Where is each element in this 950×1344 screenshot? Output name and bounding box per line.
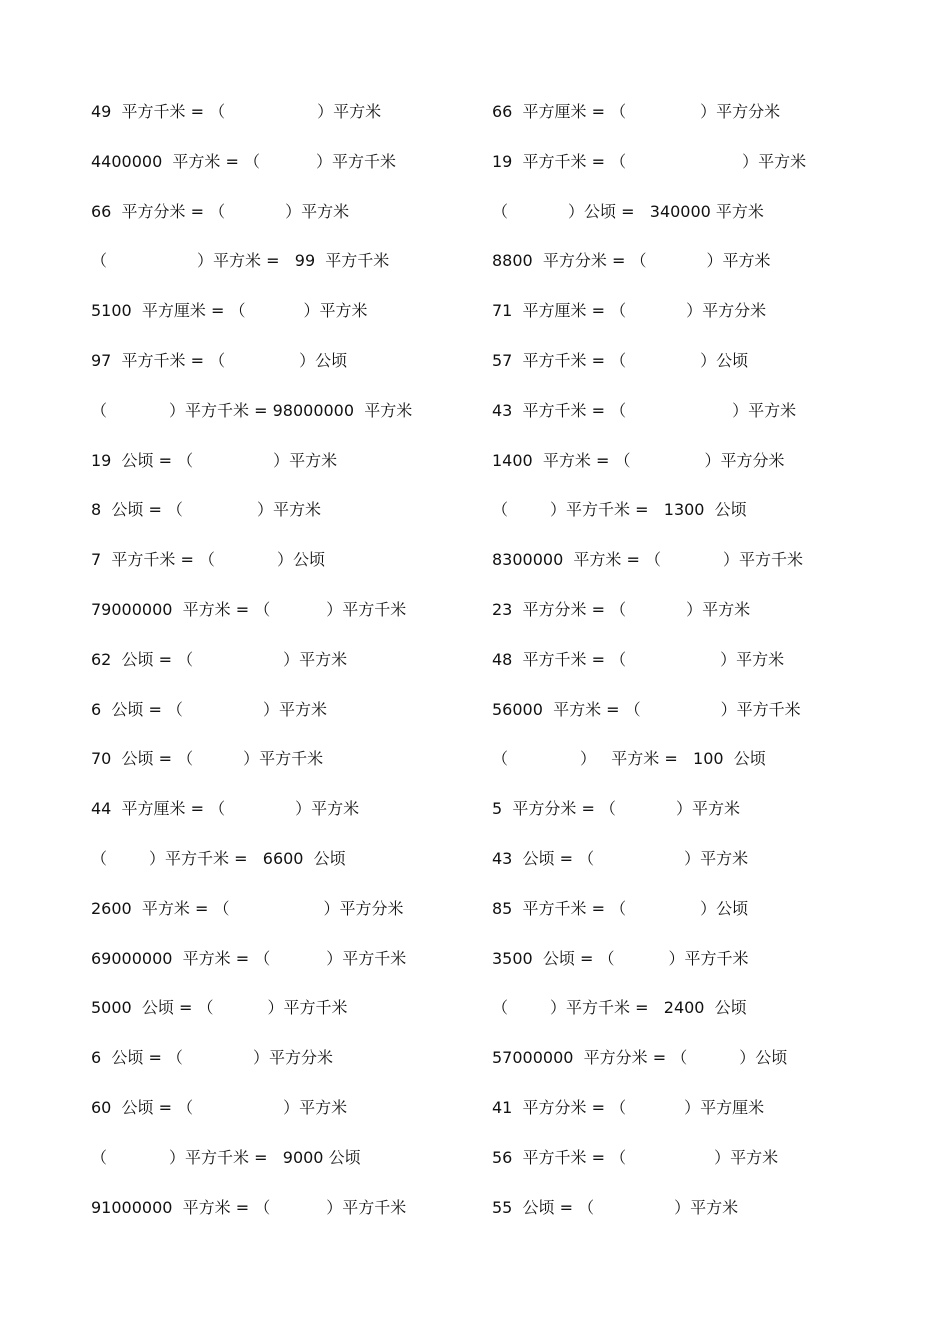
conversion-problem xyxy=(91,598,481,648)
problem-text-after: ）平方米 xyxy=(256,500,321,520)
conversion-problem xyxy=(91,299,481,349)
problem-text-after: ）平方分米 xyxy=(704,450,785,470)
conversion-problem xyxy=(492,947,912,997)
conversion-problem xyxy=(492,349,912,399)
problem-text-after: ）平方米 xyxy=(283,649,348,669)
problem-text-after: ）平方米 xyxy=(675,799,740,819)
conversion-problem xyxy=(91,349,481,399)
conversion-problem xyxy=(492,847,912,897)
problem-text-before: （ xyxy=(91,251,108,271)
problem-text-before: 56 平方千米 = （ xyxy=(492,1147,627,1167)
problem-text-before: 85 平方千米 = （ xyxy=(492,898,627,918)
problem-text-after: ）平方米 xyxy=(732,400,797,420)
problem-text-after: ）平方米 xyxy=(285,201,350,221)
problem-text-before: （ xyxy=(91,400,108,420)
problem-text-after: ）平方千米 xyxy=(723,550,804,570)
problem-text-before: 62 公顷 = （ xyxy=(91,649,194,669)
conversion-problem xyxy=(91,150,481,200)
problem-text-after: ）平方千米 xyxy=(720,699,801,719)
problem-text-after: ）平方米 xyxy=(283,1097,348,1117)
problem-text-before: 44 平方厘米 = （ xyxy=(91,799,226,819)
problem-text-before: 71 平方厘米 = （ xyxy=(492,301,627,321)
problem-text-before: 41 平方分米 = （ xyxy=(492,1097,627,1117)
conversion-problem xyxy=(91,648,481,698)
conversion-problem xyxy=(91,200,481,250)
conversion-problem xyxy=(492,200,912,250)
problem-text-after: ）平方千米 = 6600 公顷 xyxy=(149,848,346,868)
problem-text-after: ）公顷 xyxy=(739,1048,788,1068)
problem-text-after: ）公顷 xyxy=(276,550,325,570)
problem-text-after: ）平方米 xyxy=(262,699,327,719)
problem-text-after: ）平方分米 xyxy=(686,301,767,321)
problem-text-after: ）平方米 xyxy=(273,450,338,470)
conversion-problem xyxy=(91,449,481,499)
problem-text-before: （ xyxy=(91,848,108,868)
problem-text-before: 48 平方千米 = （ xyxy=(492,649,627,669)
problem-text-before: 1400 平方米 = （ xyxy=(492,450,631,470)
problem-text-before: 23 平方分米 = （ xyxy=(492,599,627,619)
conversion-problem xyxy=(492,1196,912,1246)
problem-text-after: ）平方千米 = 9000 公顷 xyxy=(169,1147,361,1167)
conversion-problem xyxy=(492,698,912,748)
problem-text-before: 7 平方千米 = （ xyxy=(91,550,215,570)
problem-text-after: ）平方米 xyxy=(686,599,751,619)
problem-text-after: ）平方米 xyxy=(674,1197,739,1217)
problem-text-before: 8300000 平方米 = （ xyxy=(492,550,662,570)
problem-text-after: ）平方米 xyxy=(742,151,807,171)
problem-text-after: ）平方米 xyxy=(720,649,785,669)
problem-text-after: ）平方千米 = 1300 公顷 xyxy=(550,500,747,520)
left-column xyxy=(91,100,481,1245)
problem-text-before: 69000000 平方米 = （ xyxy=(91,948,271,968)
problem-text-after: ）平方米 = 99 平方千米 xyxy=(197,251,390,271)
problem-text-before: （ xyxy=(492,201,509,221)
conversion-problem xyxy=(91,399,481,449)
problem-text-before: 3500 公顷 = （ xyxy=(492,948,615,968)
conversion-problem xyxy=(492,548,912,598)
conversion-problem xyxy=(492,1146,912,1196)
problem-text-after: ）平方千米 xyxy=(668,948,749,968)
conversion-problem xyxy=(492,449,912,499)
problem-text-after: ）平方千米 xyxy=(326,599,407,619)
conversion-problem xyxy=(91,847,481,897)
problem-text-before: 5 平方分米 = （ xyxy=(492,799,616,819)
problem-text-before: 43 平方千米 = （ xyxy=(492,400,627,420)
conversion-problem xyxy=(91,698,481,748)
problem-text-before: 79000000 平方米 = （ xyxy=(91,599,271,619)
problem-text-before: 66 平方厘米 = （ xyxy=(492,102,627,121)
problem-text-after: ）平方分米 xyxy=(700,102,781,121)
conversion-problem xyxy=(492,498,912,548)
conversion-problem xyxy=(492,797,912,847)
problem-text-after: ）平方厘米 xyxy=(684,1097,765,1117)
problem-text-before: 5000 公顷 = （ xyxy=(91,998,214,1018)
conversion-problem xyxy=(492,1096,912,1146)
problem-text-after: ）平方千米 xyxy=(326,1197,407,1217)
problem-text-before: 19 平方千米 = （ xyxy=(492,151,627,171)
conversion-problem xyxy=(492,598,912,648)
conversion-problem xyxy=(91,100,481,150)
problem-text-before: 8 公顷 = （ xyxy=(91,500,183,520)
problem-text-after: ）平方米 xyxy=(317,102,382,121)
conversion-problem xyxy=(91,947,481,997)
problem-text-after: ）平方分米 xyxy=(323,898,404,918)
conversion-problem xyxy=(91,1196,481,1246)
problem-text-before: （ xyxy=(492,500,509,520)
conversion-problem xyxy=(492,996,912,1046)
conversion-problem xyxy=(492,399,912,449)
problem-text-after: ）公顷 = 340000 平方米 xyxy=(568,201,764,221)
problem-text-after: ）平方米 xyxy=(303,301,368,321)
problem-text-before: 4400000 平方米 = （ xyxy=(91,151,261,171)
conversion-problem xyxy=(91,1096,481,1146)
problem-text-after: ）平方米 xyxy=(706,251,771,271)
problem-text-before: 60 公顷 = （ xyxy=(91,1097,194,1117)
conversion-problem xyxy=(492,897,912,947)
problem-text-after: ）公顷 xyxy=(700,350,749,370)
problem-text-after: ）公顷 xyxy=(700,898,749,918)
conversion-problem xyxy=(492,100,912,150)
problem-text-after: ）平方千米 = 2400 公顷 xyxy=(550,998,747,1018)
problem-text-before: 55 公顷 = （ xyxy=(492,1197,595,1217)
problem-text-after: ）平方米 xyxy=(684,848,749,868)
problem-text-before: （ xyxy=(91,1147,108,1167)
problem-text-before: 43 公顷 = （ xyxy=(492,848,595,868)
problem-text-before: （ xyxy=(492,998,509,1018)
conversion-problem xyxy=(492,648,912,698)
problem-text-before: 6 公顷 = （ xyxy=(91,1048,183,1068)
problem-text-before: 57000000 平方分米 = （ xyxy=(492,1048,688,1068)
problem-text-before: 97 平方千米 = （ xyxy=(91,350,226,370)
problem-text-before: 70 公顷 = （ xyxy=(91,749,194,769)
problem-text-before: 5100 平方厘米 = （ xyxy=(91,301,246,321)
conversion-problem xyxy=(91,1046,481,1096)
problem-text-after: ）平方米 xyxy=(714,1147,779,1167)
problem-text-before: 56000 平方米 = （ xyxy=(492,699,641,719)
problem-text-after: ）公顷 xyxy=(299,350,348,370)
problem-text-after: ）平方千米 = 98000000 平方米 xyxy=(169,400,413,420)
conversion-problem xyxy=(91,1146,481,1196)
problem-text-after: ）平方分米 xyxy=(252,1048,333,1068)
conversion-problem xyxy=(492,747,912,797)
conversion-problem xyxy=(91,797,481,847)
problem-text-before: 49 平方千米 = （ xyxy=(91,102,226,121)
conversion-problem xyxy=(91,249,481,299)
conversion-problem xyxy=(91,548,481,598)
problem-text-before: 57 平方千米 = （ xyxy=(492,350,627,370)
conversion-problem xyxy=(91,897,481,947)
conversion-problem xyxy=(492,150,912,200)
problem-text-after: ）平方千米 xyxy=(267,998,348,1018)
problem-text-before: 91000000 平方米 = （ xyxy=(91,1197,271,1217)
conversion-problem xyxy=(492,1046,912,1096)
problem-text-before: （ xyxy=(492,749,509,769)
conversion-problem xyxy=(492,299,912,349)
problem-text-before: 6 公顷 = （ xyxy=(91,699,183,719)
problem-text-after: ） 平方米 = 100 公顷 xyxy=(580,749,766,769)
conversion-problem xyxy=(91,996,481,1046)
problem-text-before: 2600 平方米 = （ xyxy=(91,898,230,918)
conversion-problem xyxy=(492,249,912,299)
problem-text-before: 66 平方分米 = （ xyxy=(91,201,226,221)
problem-text-after: ）平方千米 xyxy=(326,948,407,968)
conversion-problem xyxy=(91,498,481,548)
problem-text-after: ）平方米 xyxy=(295,799,360,819)
problem-text-before: 19 公顷 = （ xyxy=(91,450,194,470)
problem-text-before: 8800 平方分米 = （ xyxy=(492,251,647,271)
problem-text-after: ）平方千米 xyxy=(316,151,397,171)
conversion-problem xyxy=(91,747,481,797)
right-column xyxy=(492,100,912,1245)
problem-text-after: ）平方千米 xyxy=(243,749,324,769)
